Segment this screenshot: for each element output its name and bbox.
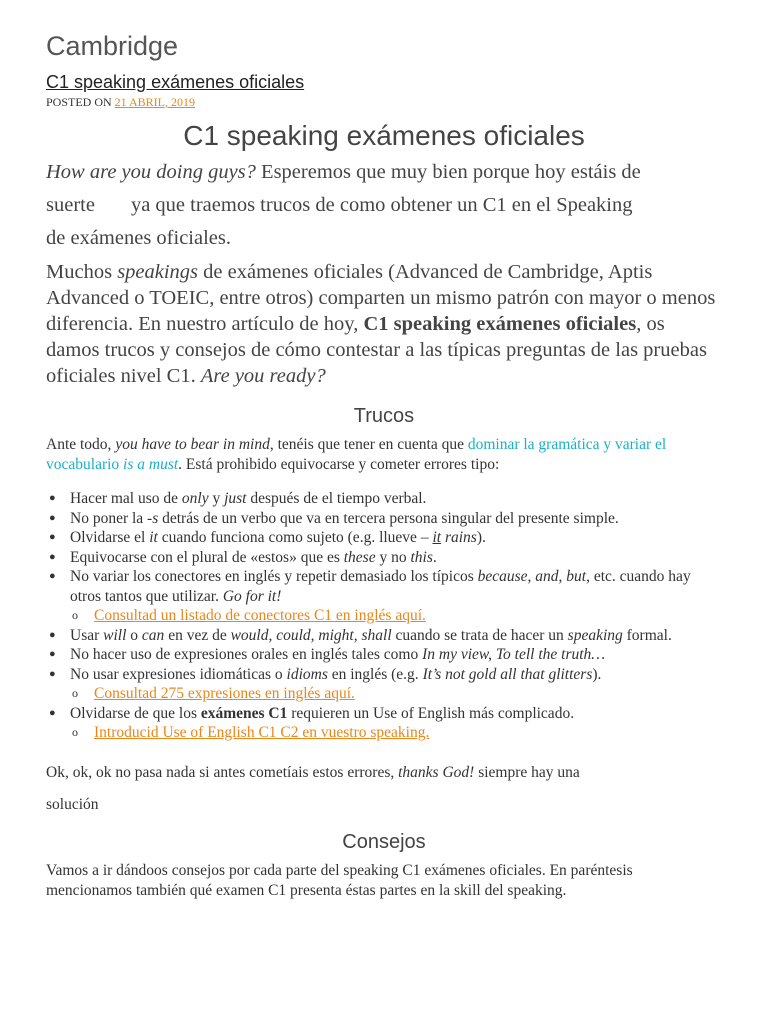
sub-list-item — [70, 606, 722, 626]
expressions-link[interactable]: Consultad 275 expresiones en inglés aquí. — [94, 685, 355, 702]
connectors-link[interactable]: Consultad un listado de conectores C1 en inglés aquí. — [94, 607, 426, 624]
bullet-icon: ● — [49, 667, 56, 680]
intro-italic: How are you doing guys? — [46, 161, 256, 183]
post-title-link[interactable]: C1 speaking exámenes oficiales — [46, 72, 305, 92]
list-item: ● Olvidarse de que los exámenes C1 requieren un Use of English más complicado. o Introducid Use of English C1 C2 en vuestro speaking. — [46, 704, 722, 743]
list-item: ● Olvidarse el it cuando funciona como sujeto (e.g. llueve – it rains). — [49, 529, 486, 546]
sub-list-item — [70, 684, 722, 704]
list-item: ● Equivocarse con el plural de «estos» que es these y no this. — [49, 548, 437, 566]
list-item: ● No variar los conectores en inglés y repetir demasiado los típicos because, and, but, etc. cuando hay otros tantos que utilizar. Go for it! o Consultad un listado de conectores C1 en inglés aquí. — [46, 567, 722, 626]
bullet-icon: ● — [49, 570, 56, 582]
bullet-icon: ● — [49, 492, 56, 504]
sub-list — [70, 723, 722, 743]
bullet-icon: ● — [49, 648, 56, 660]
posted-on-label: POSTED ON — [46, 95, 112, 109]
consejos-heading: Consejos — [342, 830, 426, 853]
list-item: ● Hacer mal uso de only y just después de el tiempo verbal. — [49, 490, 427, 507]
bullet-icon: ● — [49, 550, 56, 563]
sub-list — [70, 684, 722, 704]
bullet-icon: ● — [49, 511, 56, 524]
circle-bullet-icon: o — [72, 608, 78, 622]
trucos-heading: Trucos — [353, 405, 415, 427]
circle-bullet-icon: o — [72, 725, 78, 739]
intro-paragraph-2: Muchos speakings de exámenes oficiales (Advanced de Cambridge, Aptis Advanced o TOEIC, entre otros) comparten un mismo patrón con mayor o menos diferencia. En nuestro artículo de hoy, C1 speaking exámenes oficiales, os damos trucos y consejos de cómo contestar a las típicas preguntas de las pruebas oficiales nivel C1. Are you ready? — [46, 261, 716, 387]
intro-paragraph-1: How are you doing guys? Esperemos que muy bien porque hoy estáis de suerte ya que traemos trucos de como obtener un C1 en el Speaking de exámenes oficiales. — [46, 161, 641, 249]
article-heading: C1 speaking exámenes oficiales — [183, 120, 585, 151]
bullet-icon: ● — [49, 628, 56, 641]
closing-paragraph: Ok, ok, ok no pasa nada si antes cometíais estos errores, thanks God! siempre hay una solución — [46, 763, 580, 813]
circle-bullet-icon: o — [72, 686, 78, 700]
use-of-english-link[interactable]: Introducid Use of English C1 C2 en vuestro speaking. — [94, 724, 430, 741]
errors-list — [46, 489, 722, 743]
site-title[interactable]: Cambridge — [46, 31, 179, 61]
sub-list-item — [70, 723, 722, 743]
post-date-link[interactable]: 21 ABRIL, 2019 — [114, 95, 196, 109]
bullet-icon: ● — [49, 531, 56, 543]
post-meta — [46, 95, 722, 109]
list-item: ● No usar expresiones idiomáticas o idioms en inglés (e.g. It’s not gold all that glitters). o Consultad 275 expresiones en inglés aquí. — [46, 665, 722, 704]
trucos-intro: Ante todo, you have to bear in mind, tenéis que tener en cuenta que dominar la gramática y variar el vocabulario is a must. Está prohibido equivocarse y cometer errores tipo: — [46, 436, 667, 473]
list-item: ● No hacer uso de expresiones orales en inglés tales como In my view, To tell the truth… — [49, 646, 606, 663]
grammar-link[interactable]: dominar la gramática y variar el vocabulario — [46, 436, 667, 473]
list-item: ● Usar will o can en vez de would, could, might, shall cuando se trata de hacer un speaking formal. — [49, 626, 672, 644]
consejos-paragraph: Vamos a ir dándoos consejos por cada parte del speaking C1 exámenes oficiales. En paréntesis mencionamos también qué examen C1 presenta éstas partes en la skill del speaking. — [46, 861, 633, 899]
sub-list — [70, 606, 722, 626]
list-item: ● No poner la -s detrás de un verbo que va en tercera persona singular del presente simple. — [49, 509, 619, 527]
bullet-icon: ● — [49, 706, 56, 719]
